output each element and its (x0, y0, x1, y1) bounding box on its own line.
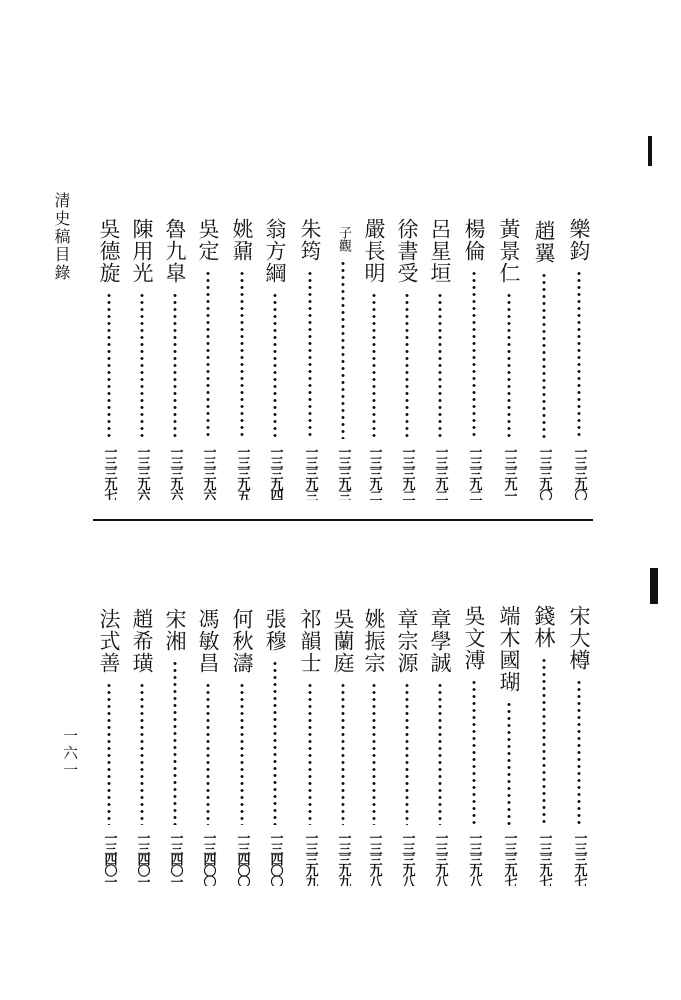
entry-name: 趙希璜 (130, 608, 154, 674)
entry-page-number: 一三三九八 (366, 831, 382, 886)
entry-page-number: 一三三九七 (101, 445, 117, 500)
dot-leader (405, 682, 409, 825)
toc-entry (496, 218, 522, 500)
entry-page-number: 一三三九八 (466, 831, 482, 886)
toc-entry (361, 608, 387, 886)
toc-entry (330, 226, 356, 500)
entry-name: 章學誠 (428, 608, 452, 674)
entry-name: 祁韻士 (298, 608, 322, 674)
toc-entry (129, 218, 155, 500)
entry-page-number: 一三三九二 (399, 445, 415, 500)
entry-name: 黃景仁 (497, 218, 521, 284)
entry-page-number: 一三三九八 (432, 831, 448, 886)
page-folio: 一六一 (61, 728, 79, 779)
dot-leader (372, 682, 376, 825)
entry-name: 楊倫 (462, 218, 486, 262)
dot-leader (308, 682, 312, 825)
toc-entry (129, 608, 155, 886)
entry-page-number: 一三三九二 (466, 445, 482, 500)
entry-name: 吳定 (196, 218, 220, 262)
dot-leader (107, 682, 111, 825)
toc-entry (162, 608, 188, 886)
entry-page-number: 一三四〇〇 (200, 831, 216, 886)
entry-page-number: 一三三九三 (335, 445, 351, 500)
entry-name: 翁方綱 (263, 218, 287, 284)
toc-entry (162, 218, 188, 500)
entry-name: 吳文溥 (462, 605, 486, 671)
entry-page-number: 一三三九六 (167, 445, 183, 500)
toc-entry (361, 218, 387, 500)
entry-page-number: 一三三九〇 (536, 445, 552, 500)
binding-mark (648, 136, 652, 166)
dot-leader (240, 682, 244, 825)
dot-leader (341, 260, 345, 439)
book-section-title: 清史稿目錄 (52, 192, 71, 282)
entry-name: 吳蘭庭 (331, 608, 355, 674)
entry-page-number: 一三三九〇 (571, 445, 587, 500)
toc-entry (461, 218, 487, 500)
entry-name: 吳德旋 (97, 218, 121, 284)
toc-entry (427, 608, 453, 886)
toc-entry (195, 218, 221, 500)
toc-entry (297, 218, 323, 500)
toc-entry (262, 608, 288, 886)
entry-name: 徐書受 (395, 218, 419, 284)
dot-leader (472, 679, 476, 825)
toc-entry (96, 608, 122, 886)
toc-entry (262, 218, 288, 500)
entry-name: 朱筠 (298, 218, 322, 262)
dot-leader (206, 270, 210, 439)
dot-leader (507, 292, 511, 439)
entry-page-number: 一三四〇一 (101, 831, 117, 886)
toc-entry (229, 608, 255, 886)
toc-entry (566, 218, 592, 500)
entry-page-number: 一三三九一 (501, 445, 517, 500)
entry-page-number: 一三三九八 (399, 831, 415, 886)
entry-name: 張穆 (263, 608, 287, 652)
entry-name: 章宗源 (395, 608, 419, 674)
toc-entry (566, 605, 592, 886)
entry-name: 陳用光 (130, 218, 154, 284)
dot-leader (472, 270, 476, 439)
entry-name: 姚鼐 (230, 218, 254, 262)
toc-entry (394, 218, 420, 500)
dot-leader (140, 292, 144, 439)
entry-page-number: 一三四〇一 (167, 831, 183, 886)
toc-entry (531, 605, 557, 886)
entry-page-number: 一三三九五 (234, 445, 250, 500)
entry-name: 魯九皐 (163, 218, 187, 284)
entry-name: 嚴長明 (362, 218, 386, 284)
entry-name: 趙翼 (532, 220, 556, 264)
dot-leader (240, 270, 244, 439)
toc-entry (394, 608, 420, 886)
entry-name: 子觀 (336, 226, 351, 252)
entry-page-number: 一三三九二 (432, 445, 448, 500)
toc-entry (461, 605, 487, 886)
toc-entry (297, 608, 323, 886)
toc-entry (496, 605, 522, 886)
toc-entry (195, 608, 221, 886)
dot-leader (542, 657, 546, 825)
dot-leader (438, 292, 442, 439)
entry-page-number: 一三三九九 (302, 831, 318, 886)
entry-page-number: 一三三九六 (200, 445, 216, 500)
entry-name: 錢林 (532, 605, 556, 649)
entry-page-number: 一三四〇〇 (234, 831, 250, 886)
dot-leader (341, 682, 345, 825)
dot-leader (273, 660, 277, 825)
dot-leader (438, 682, 442, 825)
dot-leader (405, 292, 409, 439)
entry-page-number: 一三三九七 (501, 831, 517, 886)
dot-leader (206, 682, 210, 825)
toc-entry (229, 218, 255, 500)
toc-entry (531, 220, 557, 500)
dot-leader (273, 292, 277, 439)
entry-name: 法式善 (97, 608, 121, 674)
entry-name: 呂星垣 (428, 218, 452, 284)
entry-name: 馮敏昌 (196, 608, 220, 674)
entry-name: 樂鈞 (567, 218, 591, 262)
entry-page-number: 一三三九三 (302, 445, 318, 500)
entry-page-number: 一三三九九 (335, 831, 351, 886)
entry-page-number: 一三三九七 (536, 831, 552, 886)
dot-leader (372, 292, 376, 439)
entry-name: 宋湘 (163, 608, 187, 652)
dot-leader (577, 679, 581, 825)
dot-leader (140, 682, 144, 825)
toc-entry (427, 218, 453, 500)
section-divider (93, 519, 593, 521)
entry-name: 姚振宗 (362, 608, 386, 674)
entry-page-number: 一三三九二 (366, 445, 382, 500)
dot-leader (577, 270, 581, 439)
entry-page-number: 一三三九六 (134, 445, 150, 500)
entry-page-number: 一三三九七 (571, 831, 587, 886)
entry-page-number: 一三四〇〇 (267, 831, 283, 886)
dot-leader (542, 272, 546, 439)
entry-page-number: 一三三九四 (267, 445, 283, 500)
toc-entry (330, 608, 356, 886)
entry-name: 何秋濤 (230, 608, 254, 674)
dot-leader (173, 660, 177, 825)
entry-name: 端木國瑚 (497, 605, 521, 693)
dot-leader (507, 701, 511, 825)
entry-page-number: 一三四〇一 (134, 831, 150, 886)
toc-entry (96, 218, 122, 500)
dot-leader (308, 270, 312, 439)
binding-mark (650, 568, 658, 604)
dot-leader (173, 292, 177, 439)
dot-leader (107, 292, 111, 439)
entry-name: 宋大樽 (567, 605, 591, 671)
